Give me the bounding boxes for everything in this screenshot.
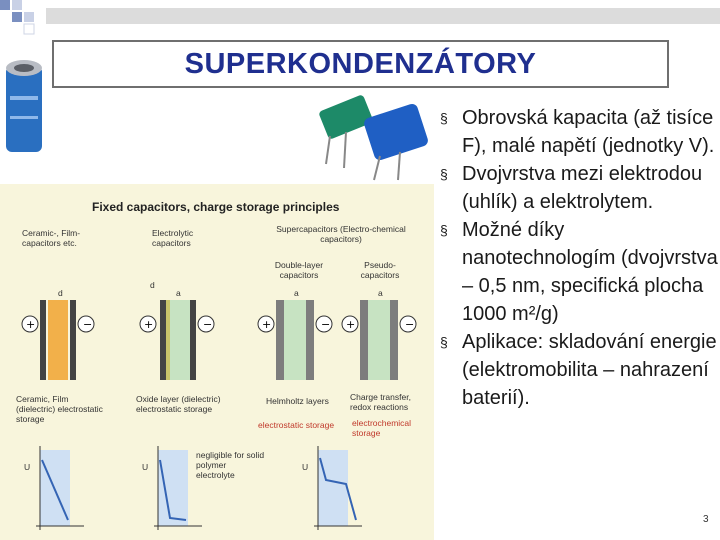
graph1-u-label: U <box>24 462 31 472</box>
bullet-marker: § <box>440 110 448 126</box>
capacitor-photo-icon <box>2 56 46 156</box>
bullet-text: Dvojvrstva mezi elektrodou (uhlík) a elektrolytem. <box>462 163 703 213</box>
svg-text:+: + <box>346 318 356 331</box>
col2-d-label: d <box>150 280 155 290</box>
svg-text:−: − <box>321 318 331 331</box>
svg-text:+: + <box>262 318 272 331</box>
col3a-a-label: a <box>294 288 299 298</box>
svg-text:+: + <box>26 318 36 331</box>
col3-bottom-b: electrochemical storage <box>352 418 412 438</box>
capacitor-principles-diagram <box>0 184 434 540</box>
graph3-u-label: U <box>302 462 309 472</box>
col3b-caption: Charge transfer, redox reactions <box>350 392 411 412</box>
col3b-a-label: a <box>378 288 383 298</box>
col2-caption: Oxide layer (dielectric) electrostatic storage <box>136 394 221 414</box>
col2-a-label: a <box>176 288 181 298</box>
svg-text:+: + <box>144 318 154 331</box>
col3-bottom-a: electrostatic storage <box>258 420 335 430</box>
col1-d-label: d <box>58 288 63 298</box>
bullet-item <box>440 328 720 412</box>
capacitor-photo-pair-icon <box>312 90 432 182</box>
slide-number: 3 <box>703 514 709 525</box>
bullet-marker: § <box>440 222 448 238</box>
col3a-header: Double-layer capacitors <box>274 260 324 280</box>
svg-text:−: − <box>83 318 93 331</box>
svg-text:−: − <box>405 318 415 331</box>
diagram-title: Fixed capacitors, charge storage principles <box>92 200 340 214</box>
graph-note: negligible for solid polymer electrolyte <box>196 450 265 480</box>
slide-title: SUPERKONDENZÁTORY <box>52 40 669 88</box>
col3b-header: Pseudo-capacitors <box>360 260 400 280</box>
bullet-item <box>440 160 720 216</box>
bullet-marker: § <box>440 334 448 350</box>
svg-text:−: − <box>203 318 213 331</box>
col3a-caption: Helmholtz layers <box>266 396 329 406</box>
bullet-item <box>440 104 720 160</box>
col1-caption: Ceramic, Film (dielectric) electrostatic storage <box>16 394 103 424</box>
bullet-text: Aplikace: skladování energie (elektromobilita – nahrazení baterií). <box>462 331 717 409</box>
bullet-text: Obrovská kapacita (až tisíce F), malé napětí (jednotky V). <box>462 107 715 157</box>
bullet-text: Možné díky nanotechnologím (dvojvrstva – 0,5 nm, specifická plocha 1000 m²/g) <box>462 219 718 325</box>
bullet-item <box>440 216 720 328</box>
graph2-u-label: U <box>142 462 149 472</box>
col1-header: Ceramic-, Film-capacitors etc. <box>22 228 81 248</box>
decorative-header-bar <box>46 8 720 24</box>
bullet-list <box>440 104 720 412</box>
bullet-marker: § <box>440 166 448 182</box>
col2-header: Electrolytic capacitors <box>152 228 194 248</box>
col3-header: Supercapacitors (Electro-chemical capacitors) <box>276 224 406 244</box>
